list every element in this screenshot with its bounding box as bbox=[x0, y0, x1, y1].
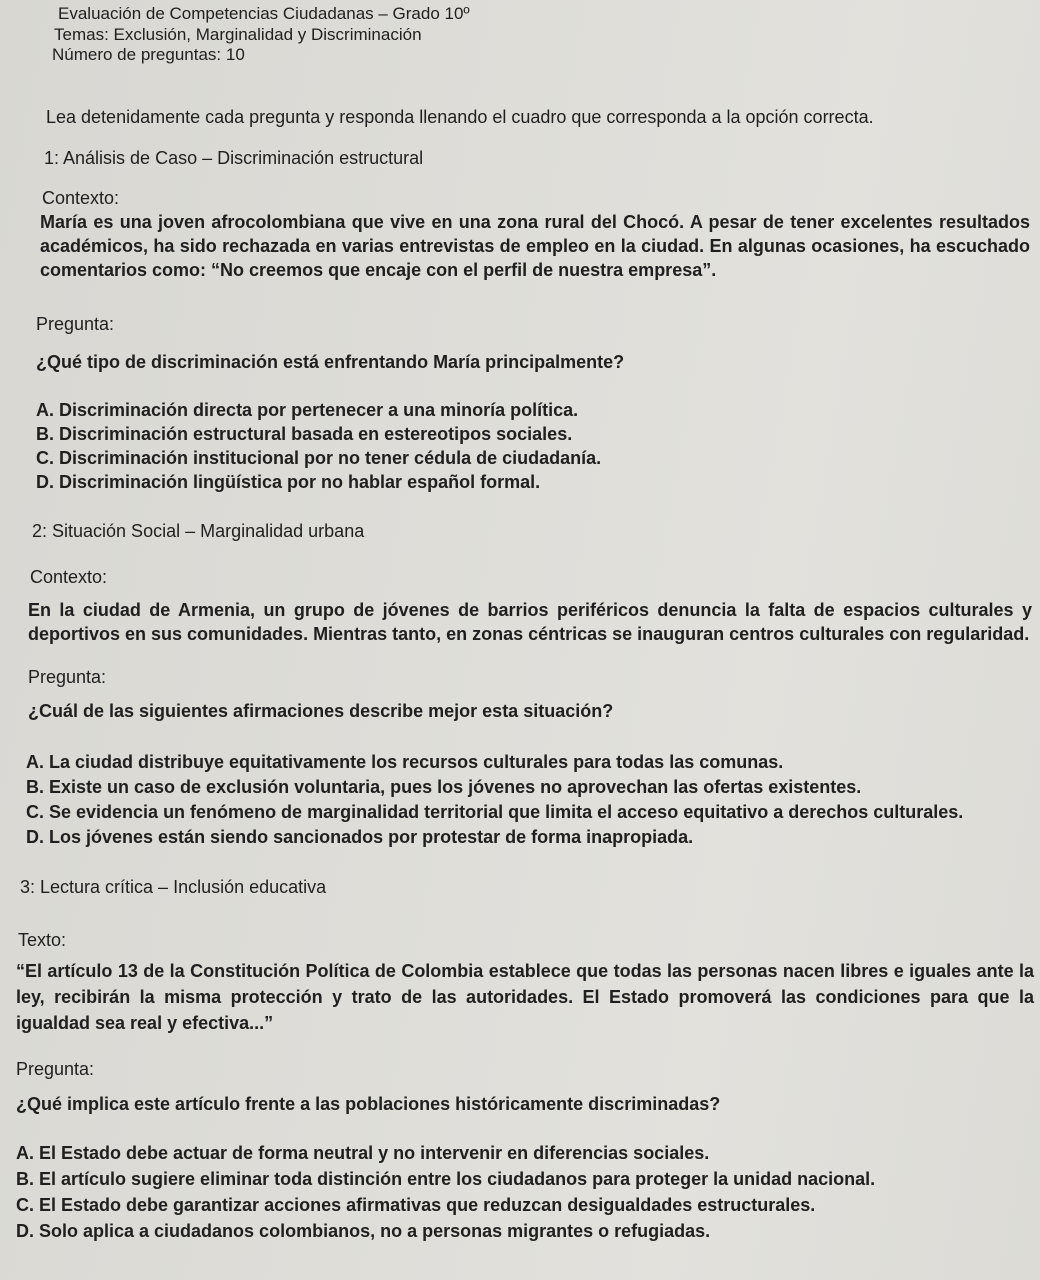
q1-question-label: Pregunta: bbox=[36, 314, 115, 334]
q2-option-b[interactable]: B. Existe un caso de exclusión voluntaria, pues los jóvenes no aprovechan las ofertas existentes. bbox=[26, 777, 862, 797]
q1-question: ¿Qué tipo de discriminación está enfrentando María principalmente? bbox=[36, 352, 625, 372]
q2-option-d[interactable]: D. Los jóvenes están siendo sancionados por protestar de forma inapropiada. bbox=[26, 827, 694, 847]
q1-option-a[interactable]: A. Discriminación directa por pertenecer a una minoría política. bbox=[36, 400, 579, 420]
q1-title: 1: Análisis de Caso – Discriminación estructural bbox=[44, 148, 424, 168]
q3-option-b[interactable]: B. El artículo sugiere eliminar toda distinción entre los ciudadanos para proteger la unidad nacional. bbox=[16, 1169, 876, 1189]
q2-option-c[interactable]: C. Se evidencia un fenómeno de marginalidad territorial que limita el acceso equitativo a derechos culturales. bbox=[26, 802, 964, 822]
q2-context: En la ciudad de Armenia, un grupo de jóvenes de barrios periféricos denuncia la falta de espacios culturales y deportivos en sus comunidades. Mientras tanto, en zonas céntricas se inauguran centros culturales con regularidad. bbox=[28, 600, 1032, 644]
q3-question-label: Pregunta: bbox=[16, 1059, 95, 1079]
q3-option-a[interactable]: A. El Estado debe actuar de forma neutral y no intervenir en diferencias sociales. bbox=[16, 1143, 710, 1163]
q1-context: María es una joven afrocolombiana que vive en una zona rural del Chocó. A pesar de tener excelentes resultados académicos, ha sido rechazada en varias entrevistas de empleo en la ciudad. En algunas ocasiones, ha escuchado comentarios como: “No creemos que encaje con el perfil de nuestra empresa”. bbox=[40, 212, 1030, 280]
q1-option-c[interactable]: C. Discriminación institucional por no tener cédula de ciudadanía. bbox=[36, 448, 602, 468]
q2-context-label: Contexto: bbox=[30, 567, 108, 587]
q3-option-d[interactable]: D. Solo aplica a ciudadanos colombianos, no a personas migrantes o refugiadas. bbox=[16, 1221, 711, 1241]
q3-option-c[interactable]: C. El Estado debe garantizar acciones afirmativas que reduzcan desigualdades estructurales. bbox=[16, 1195, 816, 1215]
q2-option-a[interactable]: A. La ciudad distribuye equitativamente los recursos culturales para todas las comunas. bbox=[26, 752, 784, 772]
worksheet-topics: Temas: Exclusión, Marginalidad y Discriminación bbox=[54, 25, 422, 44]
q3-context: “El artículo 13 de la Constitución Política de Colombia establece que todas las personas nacen libres e iguales ante la ley, recibirán la misma protección y trato de las autoridades. El Estado promoverá las condiciones para que la igualdad sea real y efectiva...” bbox=[16, 961, 1034, 1033]
q3-question: ¿Qué implica este artículo frente a las poblaciones históricamente discriminadas? bbox=[16, 1094, 721, 1114]
q1-option-b[interactable]: B. Discriminación estructural basada en estereotipos sociales. bbox=[36, 424, 573, 444]
worksheet-title: Evaluación de Competencias Ciudadanas – Grado 10º bbox=[58, 4, 470, 23]
q1-option-d[interactable]: D. Discriminación lingüística por no hablar español formal. bbox=[36, 472, 541, 492]
q2-question: ¿Cuál de las siguientes afirmaciones describe mejor esta situación? bbox=[28, 701, 614, 721]
instructions: Lea detenidamente cada pregunta y responda llenando el cuadro que corresponda a la opción correcta. bbox=[46, 107, 874, 127]
q3-context-label: Texto: bbox=[18, 930, 67, 950]
q1-context-label: Contexto: bbox=[42, 188, 120, 208]
q2-title: 2: Situación Social – Marginalidad urbana bbox=[32, 521, 365, 541]
question-count: Número de preguntas: 10 bbox=[52, 45, 245, 64]
q2-question-label: Pregunta: bbox=[28, 667, 107, 687]
q3-title: 3: Lectura crítica – Inclusión educativa bbox=[20, 877, 327, 897]
